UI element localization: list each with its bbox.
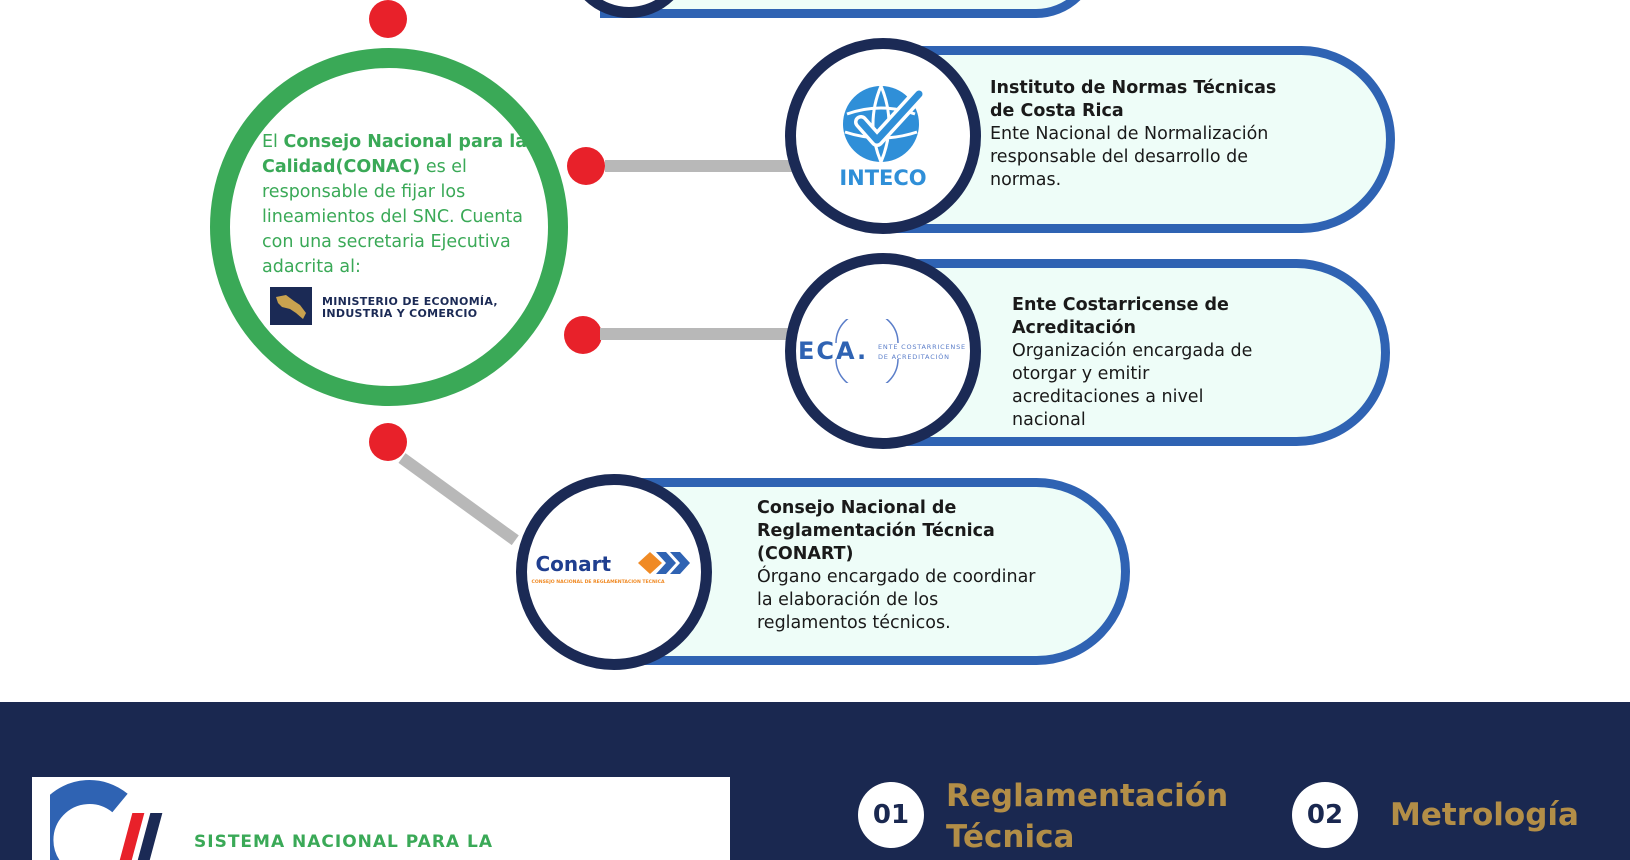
inteco-globe-check-icon bbox=[837, 82, 929, 164]
conart-dot bbox=[369, 423, 407, 461]
eca-logo bbox=[798, 319, 968, 383]
conart-arrows-icon bbox=[636, 550, 694, 576]
snc-text: SISTEMA NACIONAL PARA LA bbox=[194, 832, 493, 852]
inteco-title: Instituto de Normas Técnicas de Costa Rica bbox=[990, 78, 1277, 121]
conart-logo bbox=[532, 552, 697, 592]
top-partial-card bbox=[600, 0, 1100, 18]
inteco-logo-circle bbox=[785, 38, 981, 234]
inteco-text bbox=[990, 77, 1290, 192]
footer-item-2-label: Metrología bbox=[1390, 797, 1579, 833]
eca-desc: Organización encargada de otorgar y emitir acreditaciones a nivel nacional bbox=[1012, 341, 1253, 430]
conart-desc: Órgano encargado de coordinar la elaboración de los reglamentos técnicos. bbox=[757, 567, 1036, 633]
inteco-desc: Ente Nacional de Normalización responsable del desarrollo de normas. bbox=[990, 124, 1269, 190]
inteco-logo-text: INTECO bbox=[839, 166, 927, 190]
meic-line1: MINISTERIO DE ECONOMÍA, bbox=[322, 295, 498, 308]
snc-logo-card bbox=[32, 777, 730, 860]
top-dot bbox=[369, 0, 407, 38]
footer-item-1-label: Reglamentación Técnica bbox=[946, 778, 1229, 855]
inteco-connector bbox=[605, 160, 795, 172]
eca-logo-sub1: ENTE COSTARRICENSE bbox=[878, 343, 966, 351]
conart-title: Consejo Nacional de Reglamentación Técnica (CONART) bbox=[757, 498, 995, 564]
eca-title: Ente Costarricense de Acreditación bbox=[1012, 295, 1229, 338]
conart-logo-sub: CONSEJO NACIONAL DE REGLAMENTACION TECNICA bbox=[531, 580, 665, 585]
eca-text bbox=[1012, 294, 1282, 432]
conart-logo-text: Conart bbox=[535, 552, 612, 576]
footer-item-1-number: 01 bbox=[858, 782, 924, 848]
meic-logo bbox=[270, 287, 512, 325]
eca-connector bbox=[600, 328, 795, 340]
conart-connector bbox=[398, 453, 518, 545]
conart-text bbox=[757, 497, 1047, 635]
eca-logo-circle bbox=[785, 253, 981, 449]
eca-logo-text: ECA. bbox=[798, 337, 869, 365]
snc-logo-icon bbox=[50, 777, 200, 860]
costa-rica-map-icon bbox=[270, 287, 312, 325]
inteco-dot bbox=[567, 147, 605, 185]
eca-dot bbox=[564, 316, 602, 354]
conart-logo-circle bbox=[516, 474, 712, 670]
eca-logo-sub2: DE ACREDITACIÓN bbox=[878, 353, 950, 361]
conac-description: El Consejo Nacional para la Calidad(CONAC) es el responsable de fijar los lineamientos del SNC. Cuenta con una secretaria Ejecutiva adacrita al: bbox=[262, 132, 528, 277]
footer-item-2-number: 02 bbox=[1292, 782, 1358, 848]
meic-line2: INDUSTRIA Y COMERCIO bbox=[322, 307, 478, 320]
